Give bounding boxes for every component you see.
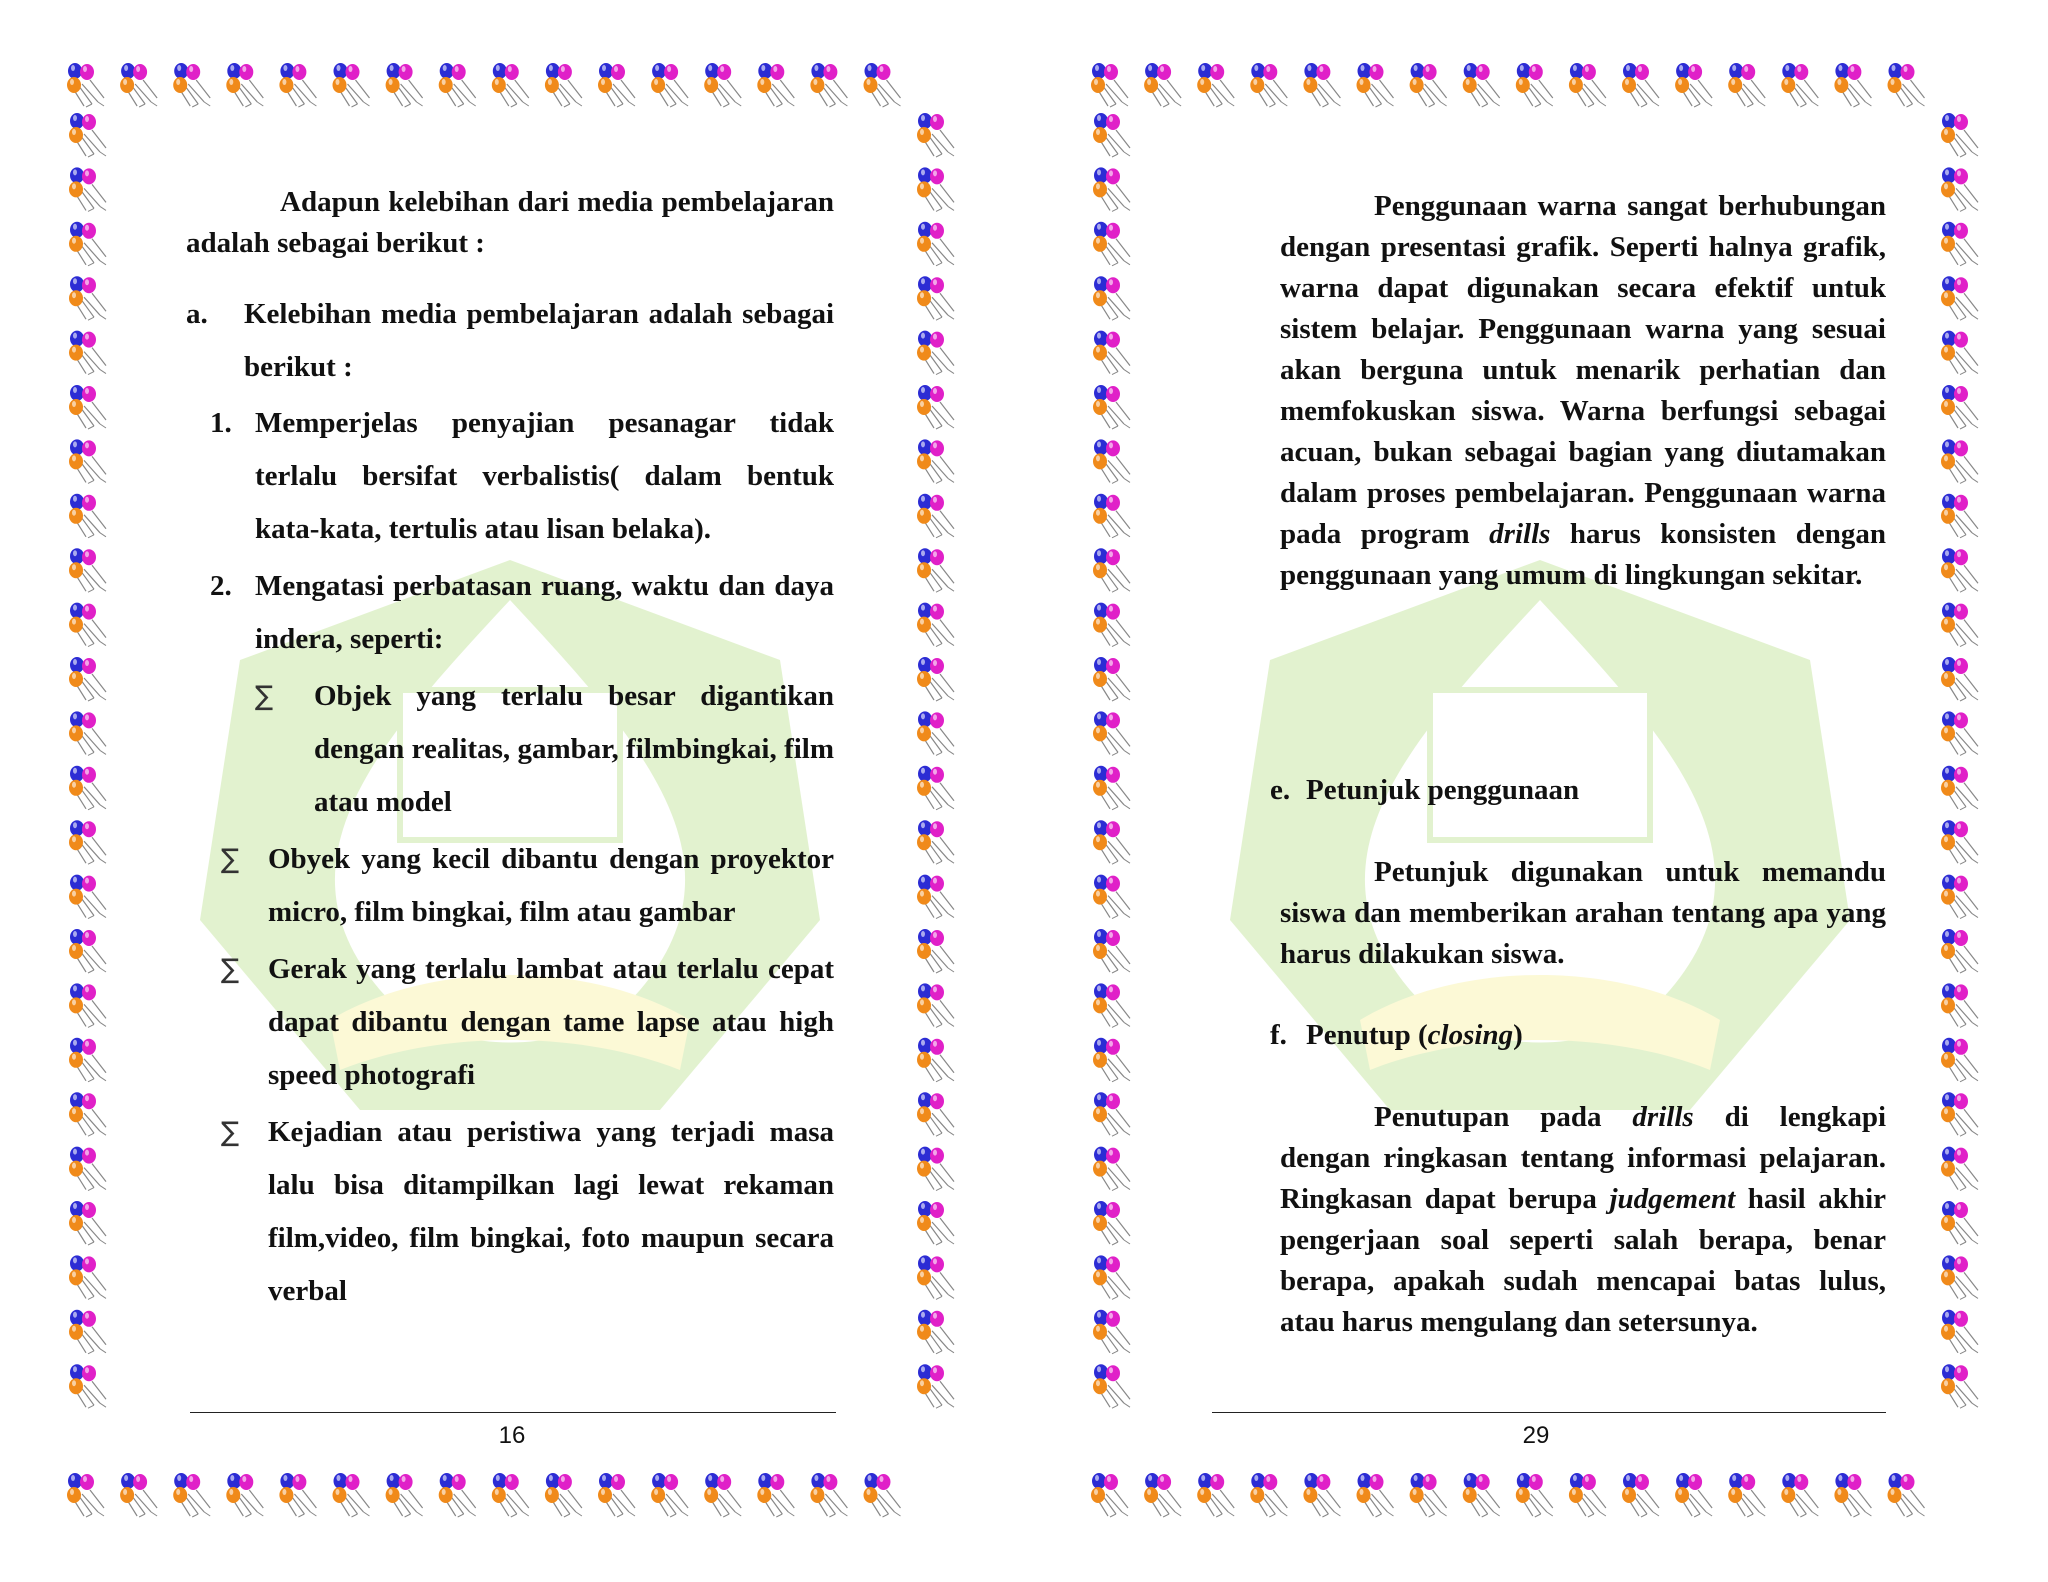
section-title: Petunjuk penggunaan (1306, 774, 1580, 806)
balloon-icon (917, 222, 954, 266)
balloon-icon (69, 657, 106, 701)
balloon-icon (1093, 1255, 1130, 1299)
balloon-border-right (910, 110, 962, 1470)
balloon-icon (279, 1473, 316, 1517)
balloon-icon (1091, 63, 1128, 107)
balloon-icon (1144, 1473, 1181, 1517)
balloon-icon (1093, 222, 1130, 266)
balloon-icon (1091, 1473, 1128, 1517)
balloon-border-top (62, 58, 964, 110)
balloon-icon (333, 63, 370, 107)
bullet-text: Kejadian atau peristiwa yang terjadi masa lalu bisa ditampilkan lagi lewat rekaman film,video, film bingkai, foto maupun secara verbal (268, 1116, 834, 1307)
balloon-icon (1941, 385, 1978, 429)
heading-a (186, 288, 834, 394)
balloon-icon (1569, 63, 1606, 107)
footer-rule (1212, 1412, 1886, 1413)
balloon-icon (1093, 657, 1130, 701)
bullet-text: Objek yang terlalu besar digantikan dengan realitas, gambar, filmbingkai, film atau model (314, 680, 834, 818)
balloon-icon (917, 276, 954, 320)
balloon-icon (1093, 875, 1130, 919)
section-letter: e. (1270, 774, 1291, 806)
balloon-border-left (62, 110, 114, 1470)
section-letter: f. (1270, 1019, 1287, 1051)
balloon-icon (1093, 1147, 1130, 1191)
sigma-bullet-icon: ∑ (255, 681, 274, 712)
balloon-icon (1941, 494, 1978, 538)
balloon-icon (917, 113, 954, 157)
balloon-icon (917, 929, 954, 973)
balloon-icon (917, 1364, 954, 1408)
balloon-icon (917, 331, 954, 375)
color-paragraph-text: Penggunaan warna sangat berhubungan dengan presentasi grafik. Seperti halnya grafik, warna dapat digunakan secara efektif untuk sistem belajar. Penggunaan warna yang sesuai akan berguna untuk menarik perhatian dan memfokuskan siswa. Warna berfungsi sebagai acuan, bukan sebagai bagian yang diutamakan dalam proses pembelajaran. Penggunaan warna pada program (1280, 190, 1886, 550)
balloon-icon (917, 603, 954, 647)
balloon-icon (1888, 63, 1925, 107)
balloon-icon (757, 1473, 794, 1517)
list-item-text: Memperjelas penyajian pesanagar tidak terlalu bersifat verbalistis( dalam bentuk kata-kata, tertulis atau lisan belaka). (255, 407, 834, 545)
balloon-icon (1250, 63, 1287, 107)
section-title-italic: closing (1427, 1019, 1514, 1051)
section-f-heading (1270, 1015, 1870, 1055)
balloon-icon (917, 1255, 954, 1299)
balloon-icon (1941, 439, 1978, 483)
balloon-icon (386, 63, 423, 107)
balloon-icon (1941, 657, 1978, 701)
balloon-icon (917, 820, 954, 864)
balloon-icon (1569, 1473, 1606, 1517)
list-item-number: 2. (210, 570, 232, 602)
balloon-icon (1093, 494, 1130, 538)
balloon-icon (69, 1364, 106, 1408)
balloon-border-right (1934, 110, 1986, 1470)
sigma-bullet-icon: ∑ (221, 954, 240, 985)
balloon-icon (1463, 63, 1500, 107)
bullet-item (186, 833, 834, 939)
balloon-icon (1093, 766, 1130, 810)
balloon-icon (1410, 63, 1447, 107)
balloon-border-bottom (62, 1468, 964, 1520)
heading-a-text: Kelebihan media pembelajaran adalah sebagai berikut : (244, 298, 834, 383)
balloon-icon (917, 711, 954, 755)
balloon-icon (69, 711, 106, 755)
heading-a-mark: a. (186, 298, 208, 330)
page-number: 16 (498, 1422, 526, 1449)
sigma-bullet-icon: ∑ (221, 844, 240, 875)
balloon-icon (1144, 63, 1181, 107)
section-title: Penutup ( (1306, 1019, 1428, 1051)
balloon-icon (1941, 113, 1978, 157)
balloon-icon (1941, 1310, 1978, 1354)
balloon-icon (1941, 222, 1978, 266)
balloon-icon (1781, 1473, 1818, 1517)
balloon-icon (1941, 1364, 1978, 1408)
balloon-icon (120, 1473, 157, 1517)
balloon-icon (69, 494, 106, 538)
balloon-icon (1781, 63, 1818, 107)
balloon-icon (386, 1473, 423, 1517)
balloon-icon (1303, 63, 1340, 107)
balloon-icon (69, 603, 106, 647)
balloon-icon (69, 875, 106, 919)
balloon-icon (439, 63, 476, 107)
balloon-icon (1357, 63, 1394, 107)
balloon-icon (69, 1038, 106, 1082)
balloon-icon (1941, 331, 1978, 375)
balloon-icon (69, 1310, 106, 1354)
instruction-paragraph: Petunjuk digunakan untuk memandu siswa dan memberikan arahan tentang apa yang harus dilakukan siswa. (1280, 856, 1886, 970)
balloon-icon (1093, 331, 1130, 375)
closing-paragraph-wrap (1280, 1097, 1886, 1343)
balloon-icon (1516, 63, 1553, 107)
balloon-icon (917, 1038, 954, 1082)
balloon-icon (917, 1201, 954, 1245)
balloon-icon (917, 1310, 954, 1354)
bullet-text: Gerak yang terlalu lambat atau terlalu cepat dapat dibantu dengan tame lapse atau high speed photografi (268, 953, 834, 1091)
balloon-icon (1888, 1473, 1925, 1517)
closing-italic-a: drills (1632, 1101, 1694, 1133)
balloon-icon (279, 63, 316, 107)
balloon-icon (1675, 1473, 1712, 1517)
balloon-icon (810, 63, 847, 107)
closing-text-c: hasil akhir pengerjaan soal seperti salah berapa, benar berapa, apakah sudah mencapai batas lulus, atau harus mengulang dan setersunya. (1280, 1183, 1886, 1338)
balloon-icon (598, 1473, 635, 1517)
balloon-icon (1941, 276, 1978, 320)
bullet-item (186, 943, 834, 1102)
balloon-icon (1093, 439, 1130, 483)
balloon-icon (864, 1473, 901, 1517)
footer-rule (190, 1412, 836, 1413)
section-e-heading (1270, 770, 1870, 810)
balloon-icon (1941, 1092, 1978, 1136)
balloon-icon (1941, 929, 1978, 973)
balloon-icon (1728, 1473, 1765, 1517)
balloon-icon (69, 331, 106, 375)
balloon-icon (1093, 276, 1130, 320)
balloon-icon (1941, 548, 1978, 592)
balloon-border-left (1086, 110, 1138, 1470)
balloon-icon (917, 657, 954, 701)
balloon-icon (69, 1255, 106, 1299)
balloon-icon (69, 1201, 106, 1245)
balloon-icon (917, 1092, 954, 1136)
balloon-icon (69, 929, 106, 973)
balloon-icon (69, 1092, 106, 1136)
balloon-icon (1093, 1038, 1130, 1082)
closing-text-b: di lengkapi dengan ringkasan tentang informasi pelajaran. Ringkasan dapat berupa (1280, 1101, 1887, 1215)
balloon-icon (917, 983, 954, 1027)
balloon-icon (1093, 820, 1130, 864)
closing-paragraph (1280, 1097, 1886, 1343)
right-page (1024, 0, 2048, 1582)
right-page-content (1280, 186, 1886, 596)
balloon-icon (492, 63, 529, 107)
balloon-icon (1941, 766, 1978, 810)
balloon-icon (757, 63, 794, 107)
balloon-icon (864, 63, 901, 107)
balloon-icon (1197, 1473, 1234, 1517)
balloon-icon (1093, 983, 1130, 1027)
color-paragraph-italic: drills (1489, 518, 1551, 550)
intro-paragraph: Adapun kelebihan dari media pembelajaran adalah sebagai berikut : (186, 186, 834, 259)
balloon-icon (1941, 603, 1978, 647)
balloon-icon (1093, 1364, 1130, 1408)
balloon-icon (1093, 1092, 1130, 1136)
balloon-icon (69, 983, 106, 1027)
closing-italic-b: judgement (1609, 1183, 1736, 1215)
balloon-icon (69, 820, 106, 864)
numbered-list (186, 397, 834, 666)
balloon-icon (439, 1473, 476, 1517)
balloon-icon (226, 63, 263, 107)
balloon-icon (1410, 1473, 1447, 1517)
bullet-text: Obyek yang kecil dibantu dengan proyektor micro, film bingkai, film atau gambar (268, 843, 834, 928)
balloon-icon (173, 1473, 210, 1517)
balloon-icon (1357, 1473, 1394, 1517)
color-paragraph-text-end: harus konsisten dengan penggunaan yang umum di lingkungan sekitar. (1280, 518, 1886, 591)
balloon-icon (67, 1473, 104, 1517)
balloon-icon (333, 1473, 370, 1517)
instruction-paragraph-wrap (1280, 852, 1886, 975)
balloon-icon (1093, 603, 1130, 647)
color-paragraph (1280, 186, 1886, 596)
balloon-icon (226, 1473, 263, 1517)
balloon-icon (69, 766, 106, 810)
bullet-item (186, 1106, 834, 1318)
balloon-icon (69, 276, 106, 320)
balloon-icon (67, 63, 104, 107)
balloon-icon (917, 494, 954, 538)
balloon-icon (651, 63, 688, 107)
balloon-icon (1622, 1473, 1659, 1517)
balloon-icon (917, 167, 954, 211)
balloon-icon (1728, 63, 1765, 107)
balloon-icon (598, 63, 635, 107)
balloon-border-top (1086, 58, 1988, 110)
sigma-bullet-icon: ∑ (221, 1117, 240, 1148)
list-item-text: Mengatasi perbatasan ruang, waktu dan daya indera, seperti: (255, 570, 834, 655)
balloon-icon (810, 1473, 847, 1517)
balloon-icon (69, 1147, 106, 1191)
balloon-icon (1941, 1038, 1978, 1082)
balloon-icon (69, 385, 106, 429)
balloon-icon (1093, 167, 1130, 211)
balloon-icon (1622, 63, 1659, 107)
balloon-icon (1941, 711, 1978, 755)
balloon-icon (69, 222, 106, 266)
balloon-icon (1941, 875, 1978, 919)
balloon-icon (917, 766, 954, 810)
list-item (210, 560, 834, 666)
balloon-icon (1303, 1473, 1340, 1517)
balloon-icon (704, 1473, 741, 1517)
balloon-icon (545, 63, 582, 107)
closing-text-a: Penutupan pada (1374, 1101, 1602, 1133)
balloon-border-bottom (1086, 1468, 1988, 1520)
balloon-icon (1941, 1147, 1978, 1191)
balloon-icon (1941, 167, 1978, 211)
balloon-icon (1834, 1473, 1871, 1517)
balloon-icon (1675, 63, 1712, 107)
balloon-icon (1093, 1310, 1130, 1354)
balloon-icon (1941, 820, 1978, 864)
balloon-icon (173, 63, 210, 107)
balloon-icon (1093, 548, 1130, 592)
balloon-icon (492, 1473, 529, 1517)
list-item-number: 1. (210, 407, 232, 439)
balloon-icon (917, 875, 954, 919)
balloon-icon (1463, 1473, 1500, 1517)
list-item (210, 397, 834, 556)
balloon-icon (69, 113, 106, 157)
balloon-icon (1197, 63, 1234, 107)
section-title-end: ) (1513, 1019, 1523, 1051)
balloon-icon (917, 385, 954, 429)
balloon-icon (1093, 1201, 1130, 1245)
balloon-icon (1250, 1473, 1287, 1517)
balloon-icon (917, 1147, 954, 1191)
balloon-icon (704, 63, 741, 107)
bullet-item (186, 670, 834, 829)
balloon-icon (69, 548, 106, 592)
balloon-icon (917, 439, 954, 483)
balloon-icon (651, 1473, 688, 1517)
balloon-icon (69, 439, 106, 483)
balloon-icon (1941, 1255, 1978, 1299)
balloon-icon (1516, 1473, 1553, 1517)
balloon-icon (1941, 1201, 1978, 1245)
balloon-icon (917, 548, 954, 592)
page-number: 29 (1522, 1422, 1550, 1449)
balloon-icon (1093, 711, 1130, 755)
balloon-icon (1093, 385, 1130, 429)
balloon-icon (1941, 983, 1978, 1027)
balloon-icon (120, 63, 157, 107)
left-page-content (186, 182, 834, 1318)
balloon-icon (545, 1473, 582, 1517)
balloon-icon (1093, 113, 1130, 157)
balloon-icon (69, 167, 106, 211)
balloon-icon (1093, 929, 1130, 973)
balloon-icon (1834, 63, 1871, 107)
